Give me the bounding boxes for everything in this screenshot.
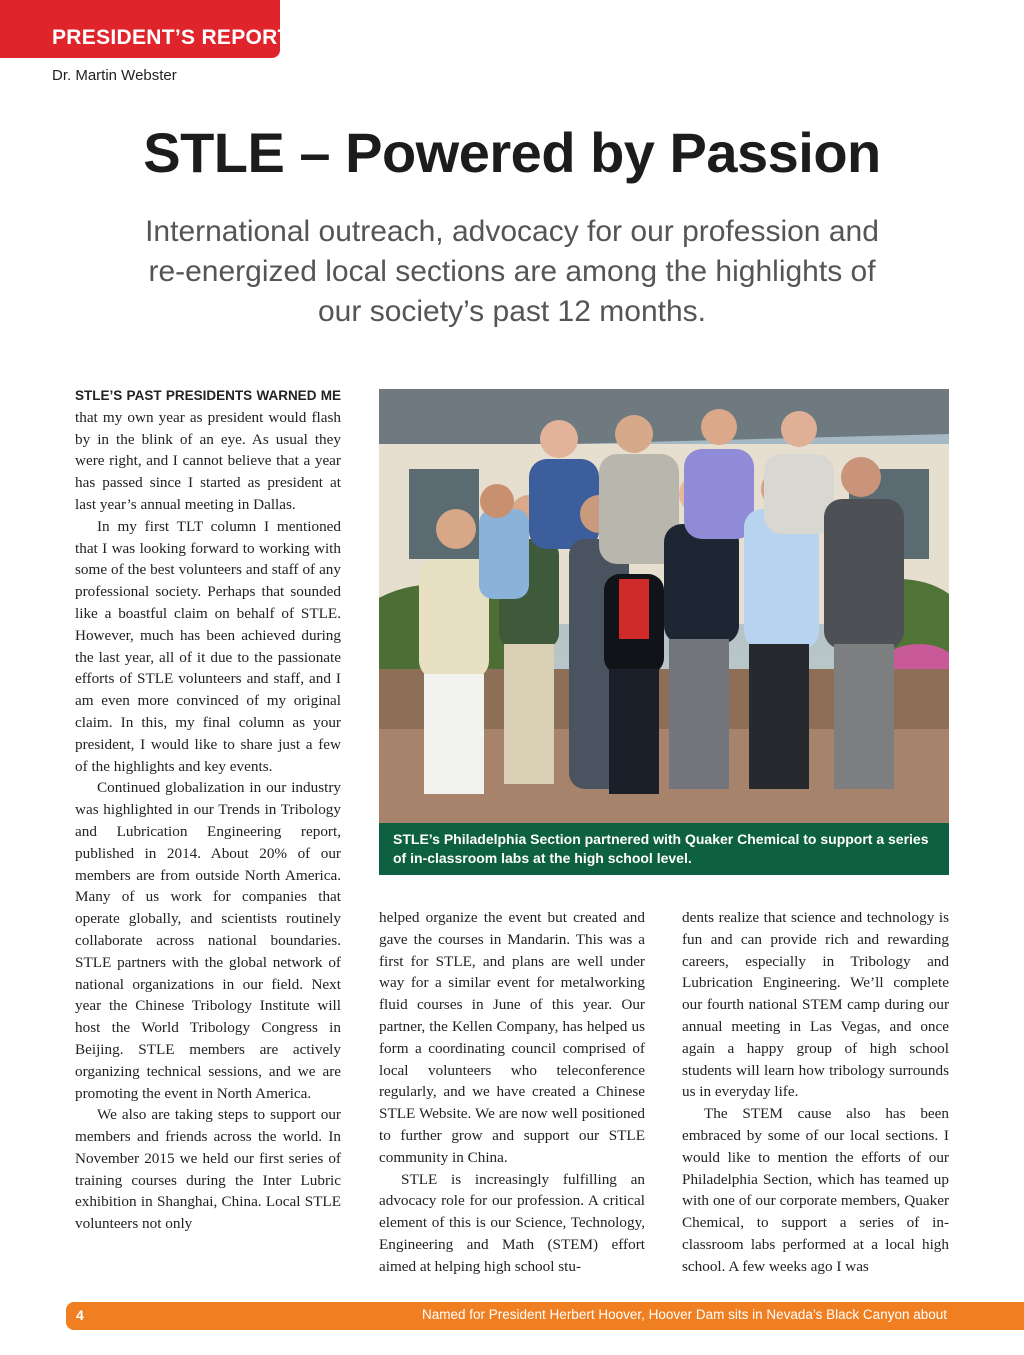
article-column-3 — [682, 907, 949, 1278]
article-column-2 — [379, 907, 645, 1278]
paragraph: helped organize the event but created and gave the courses in Mandarin. This was a first for STLE, and plans are well under way for a similar event for metalworking fluid courses in June of this year. Our partner, the Kellen Company, has helped us form a coordinating council comprised of local volunteers who teleconference regularly, and we have created a Chinese STLE Website. We are now well positioned to further grow and support our STLE community in China. — [379, 909, 645, 1166]
footer-fact-text: Named for President Herbert Hoover, Hoover Dam sits in Nevada’s Black Canyon about — [422, 1307, 947, 1322]
paragraph: In my first TLT column I mentioned that I was looking forward to working with some of the best volunteers and staff of any professional society. Perhaps that sounded like a boastful claim on behalf of STLE. However, much has been achieved during the last year, all of it due to the passionate efforts of STLE volunteers and staff, and I am even more convinced of my original claim. In this, my final column as your president, I would like to share just a few of the highlights and key events. — [75, 517, 341, 775]
paragraph — [75, 385, 341, 516]
section-label: PRESIDENT’S REPORT — [52, 26, 291, 49]
paragraph: STLE is increasingly fulfilling an advocacy role for our profession. A critical element of this is our Science, Technology, Engineering and Math (STEM) effort aimed at helping high school stu- — [379, 1170, 645, 1275]
paragraph-text: that my own year as president would flash by in the blink of an eye. As usual they were right, and I cannot believe that a year has passed since I started as president at last year’s annual meeting in Dallas. — [75, 408, 341, 513]
paragraph: Continued globalization in our industry was highlighted in our Trends in Tribology and Lubrication Engineering report, published in 2014. About 20% of our members are from outside North America. Many of us work for companies that operate globally, and scientists routinely collaborate across national boundaries. STLE partners with the global network of national organizations in our field. Next year the Chinese Tribology Institute will host the World Tribology Congress in Beijing. STLE members are actively organizing technical sessions, and we are promoting the event in North America. — [75, 779, 341, 1102]
author-byline: Dr. Martin Webster — [52, 67, 177, 84]
paragraph: The STEM cause also has been embraced by some of our local sections. I would like to mention the efforts of our Philadelphia Section, which has teamed up with one of our corporate members, Quaker Chemical, to support a series of in-classroom labs performed at a local high school. A few weeks ago I was — [682, 1105, 949, 1275]
article-title: STLE – Powered by Passion — [143, 121, 881, 184]
group-photo-illustration — [379, 389, 949, 823]
article-deck: International outreach, advocacy for our profession and re-energized local sections are among the highlights of our society’s past 12 months. — [145, 215, 879, 328]
article-column-1 — [75, 385, 341, 1235]
paragraph: We also are taking steps to support our members and friends across the world. In November 2015 we held our first series of training courses during the Inter Lubric exhibition in Shanghai, China. Local STLE volunteers not only — [75, 1106, 341, 1233]
paragraph: dents realize that science and technology is fun and can provide rich and rewarding careers, especially in Tribology and Lubrication Engineering. We’ll complete our fourth national STEM camp during our annual meeting in Las Vegas, and once again a happy group of high school students will learn how tribology surrounds us in everyday life. — [682, 909, 949, 1101]
lead-in: STLE’S PAST PRESIDENTS WARNED ME — [75, 388, 341, 403]
photo-caption: STLE’s Philadelphia Section partnered with Quaker Chemical to support a series of in-classroom labs at the high school level. — [379, 823, 949, 875]
page-number: 4 — [76, 1307, 84, 1323]
group-photo — [379, 389, 949, 823]
